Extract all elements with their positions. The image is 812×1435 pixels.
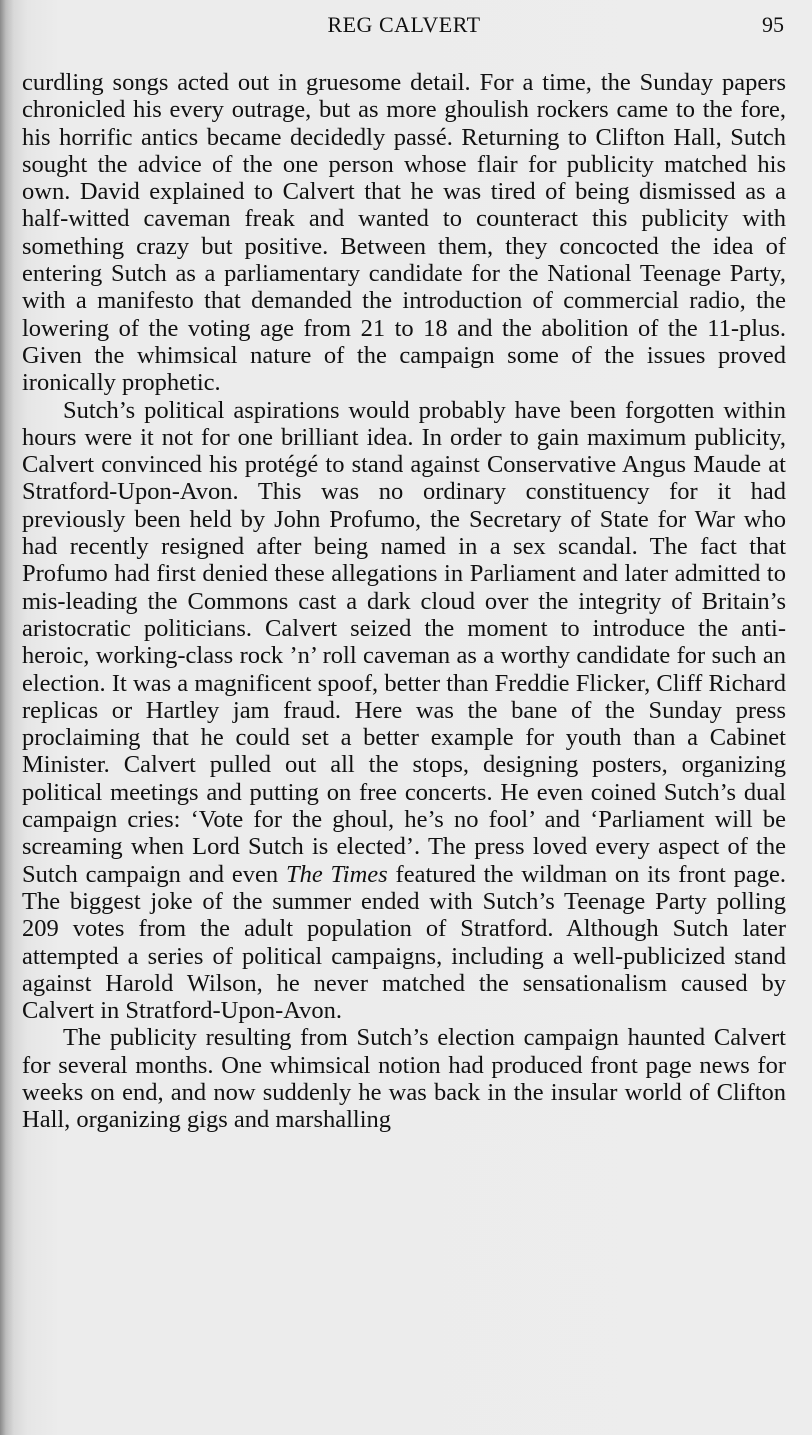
paragraph-1: curdling songs acted out in gruesome detail. For a time, the Sunday papers chronicled his every outrage, but as more ghoulish rockers came to the fore, his horrific antics became decidedly passé. Returning to Clifton Hall, Sutch sought the advice of the one person whose flair for publicity matched his own. David explained to Calvert that he was tired of being dismissed as a half-witted caveman freak and wanted to counteract this publicity with something crazy but positive. Between them, they concocted the idea of entering Sutch as a parliamentary candidate for the National Teenage Party, with a manifesto that demanded the introduction of commercial radio, the lowering of the voting age from 21 to 18 and the abolition of the 11-plus. Given the whimsical nature of the campaign some of the issues proved ironically prophetic. — [22, 69, 786, 397]
paragraph-3: The publicity resulting from Sutch’s election campaign haunted Calvert for several months. One whimsical notion had produced front page news for weeks on end, and now suddenly he was back in the insular world of Clifton Hall, organizing gigs and marshalling — [22, 1024, 786, 1134]
page-number: 95 — [762, 12, 784, 37]
paragraph-2 — [22, 397, 786, 1025]
running-head: REG CALVERT — [327, 12, 481, 37]
page-header — [22, 10, 786, 40]
paragraph-2-text-before: Sutch’s political aspirations would probably have been forgotten within hours were it not for one brilliant idea. In order to gain maximum publicity, Calvert convinced his protégé to stand against Conservative Angus Maude at Stratford-Upon-Avon. This was no ordinary constituency for it had previously been held by John Profumo, the Secretary of State for War who had recently resigned after being named in a sex scandal. The fact that Profumo had first denied these allegations in Parliament and later admitted to mis-leading the Commons cast a dark cloud over the integrity of Britain’s aristocratic politicians. Calvert seized the moment to introduce the anti-heroic, working-class rock ’n’ roll caveman as a worthy candidate for such an election. It was a magnificent spoof, better than Freddie Flicker, Cliff Richard replicas or Hartley jam fraud. Here was the bane of the Sunday press proclaiming that he could set a better example for youth than a Cabinet Minister. Calvert pulled out all the stops, designing posters, organizing political meetings and putting on free concerts. He even coined Sutch’s dual campaign cries: ‘Vote for the ghoul, he’s no fool’ and ‘Parliament will be screaming when Lord Sutch is elected’. The press loved every aspect of the Sutch campaign and even — [22, 396, 786, 888]
body-text — [22, 69, 786, 1134]
newspaper-title: The Times — [285, 860, 388, 888]
paragraph-2-text-after: featured the wildman on its front page. The biggest joke of the summer ended with Sutch’s Teenage Party polling 209 votes from the adult population of Stratford. Although Sutch later attempted a series of political campaigns, including a well-publicized stand against Harold Wilson, he never matched the sensationalism caused by Calvert in Stratford-Upon-Avon. — [22, 860, 787, 1025]
